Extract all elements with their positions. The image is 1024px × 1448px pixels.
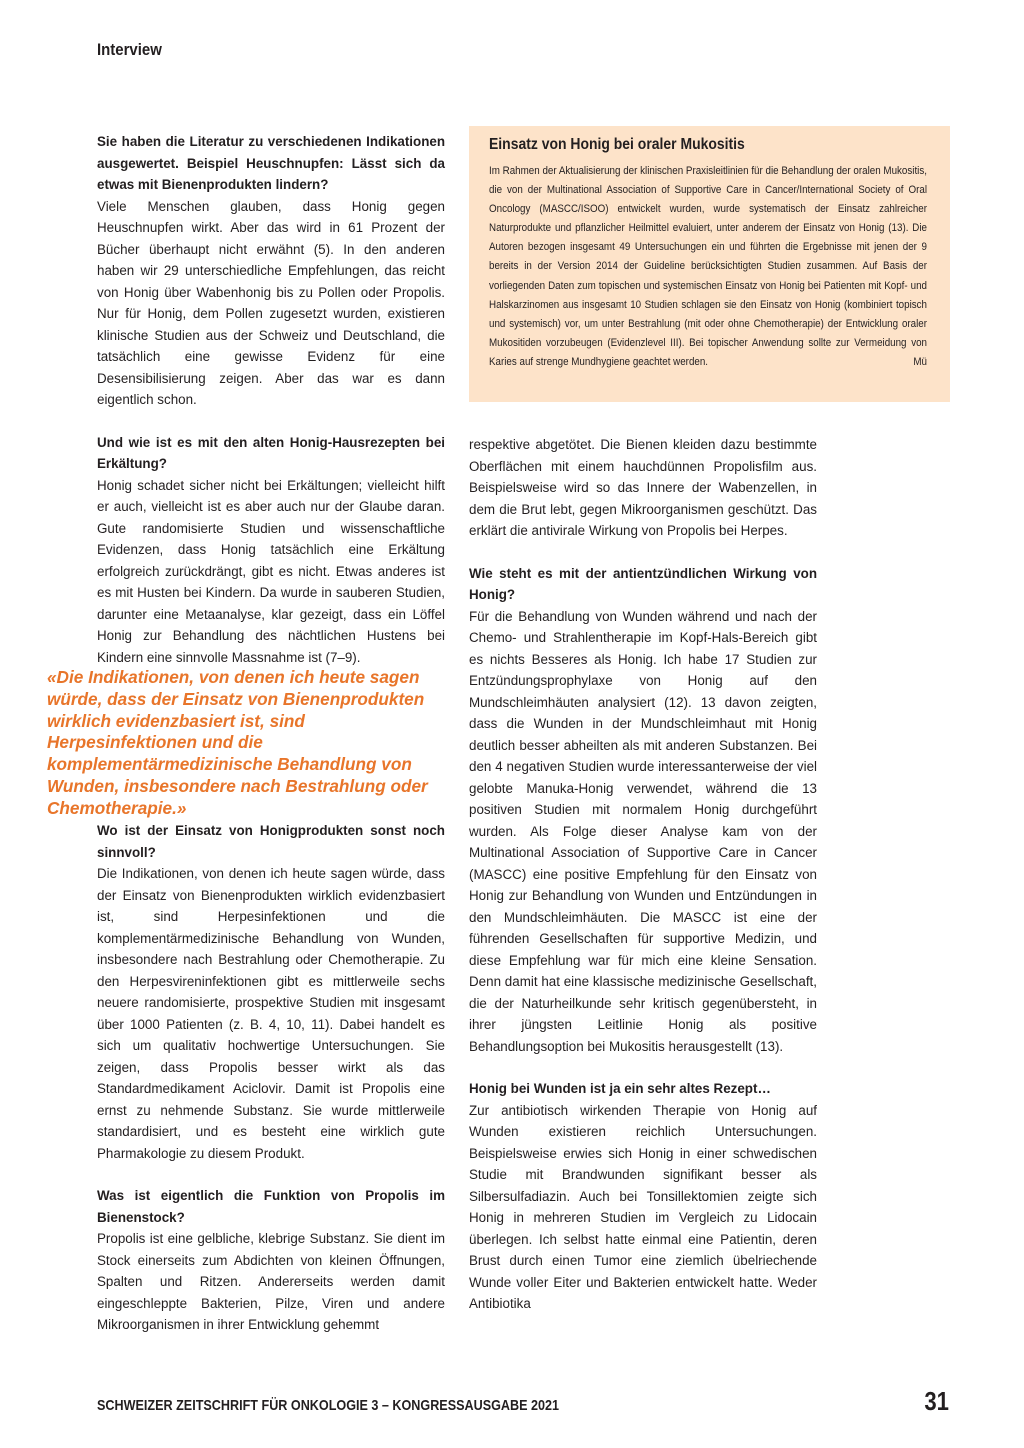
pull-quote: «Die Indikationen, von denen ich heute sagen würde, dass der Einsatz von Bienenprodukten wirklich evidenzbasiert ist, sind Herpesinfektionen und die komplementärmedizinische Behandlung von Wunden, insbesondere nach Bestrahlung oder Chemotherapie.» — [47, 667, 428, 818]
answer-paragraph: respektive abgetötet. Die Bienen kleiden dazu bestimmte Oberflächen mit einem hauchdünnen Propolisfilm aus. Beispielsweise wird so das Innere der Wabenzellen, in dem die Brut lebt, gegen Mikroorganismen geschützt. Das erklärt die antivirale Wirkung von Propolis bei Herpes. — [469, 437, 817, 538]
answer-paragraph: Für die Behandlung von Wunden während und nach der Chemo- und Strahlentherapie im Kopf-Hals-Bereich gibt es nichts Besseres als Honig. Ich habe 17 Studien zur Entzündungsprophylaxe von Honig auf den Mundschleimhäuten analysiert (12). 13 davon zeigten, dass die Wunden in der Mundschleimhaut mit Honig deutlich besser abheilten als mit anderen Substanzen. Bei den 4 negativen Studien wurde interessanterweise der viel gelobte Manuka-Honig verwendet, während die 13 positiven Studien mit normalem Honig durchgeführt wurden. Als Folge dieser Analyse kam von der Multinational Association of Supportive Care in Cancer (MASCC) eine positive Empfehlung für den Einsatz von Honig zur Behandlung von Wunden und Entzündungen in den Mundschleimhäuten. Die MASCC ist eine der führenden Gesellschaften für supportive Medizin, und diese Empfehlung war für mich eine kleine Sensation. Denn damit hat eine klassische medizinische Gesellschaft, die der Naturheilkunde sehr kritisch gegenübersteht, in ihrer jüngsten Leitlinie Honig als positive Behandlungsoption bei Mukositis herausgestellt (13). — [469, 608, 817, 1054]
info-box-text: Im Rahmen der Aktualisierung der klinischen Praxisleitlinien für die Behandlung der oralen Mukositis, die von der Multinational Association of Supportive Care in Cancer/International Society of Oral Oncology (MASCC/ISOO) entwickelt wurden, wurde systematisch der Einsatz zahlreicher Naturprodukte und pflanzlicher Heilmittel evaluiert, unter anderem der Einsatz von Honig (13). Die Autoren bezogen insgesamt 49 Untersuchungen ein und führten die Ergebnisse mit jenen der 9 bereits in der Version 2014 der Guideline berücksichtigten Studien zusammen. Auf Basis der vorliegenden Daten zum topischen und systemischen Einsatz von Honig bei Patienten mit Kopf- und Halskarzinomen aus insgesamt 10 Studien schlagen sie den Einsatz von Honig (kombiniert topisch und systemisch) vor, um unter Bestrahlung (mit oder ohne Chemotherapie) der Entwicklung oraler Mukositiden vorzubeugen (Evidenzlevel III). Bei topischer Anwendung sollte zur Vermeidung von Karies auf strenge Mundhygiene geachtet werden. — [489, 165, 927, 368]
info-box-author: Mü — [913, 355, 927, 368]
answer-paragraph: Honig schadet sicher nicht bei Erkältungen; vielleicht hilft er auch, vielleicht ist es aber auch nur der Glaube daran. Gute randomisierte Studien und wissenschaftliche Evidenzen, dass Honig tatsächlich eine Erkältung erfolgreich zurückdrängt, gibt es nicht. Etwas anderes ist es mit Husten bei Kindern. Da wurde in sauberen Studien, darunter eine Metaanalyse, klar gezeigt, dass ein Löffel Honig zur Behandlung des nächtlichen Hustens bei Kindern eine sinnvolle Massnahme ist (7–9). — [97, 477, 445, 665]
question-heading: Honig bei Wunden ist ja ein sehr altes Rezept… — [469, 1081, 771, 1096]
question-heading: Wo ist der Einsatz von Honigprodukten sonst noch sinnvoll? — [97, 823, 445, 860]
answer-paragraph: Die Indikationen, von denen ich heute sagen würde, dass der Einsatz von Bienenprodukten wirklich evidenzbasiert ist, sind Herpesinfektionen und die komplementärmedizinische Behandlung von Wunden, insbesondere nach Bestrahlung oder Chemotherapie. Zu den Herpesvireninfektionen gibt es mittlerweile sechs neuere randomisierte, prospektive Studien mit insgesamt über 1000 Patienten (z. B. 4, 10, 11). Dabei handelt es sich um qualitativ hochwertige Untersuchungen. Sie zeigen, dass Propolis besser wirkt als das Standardmedikament Aciclovir. Damit ist Propolis eine ernst zu nehmende Substanz. Sie wurde mittlerweile standardisiert, und es besteht eine wirklich gute Pharmakologie zu diesem Produkt. — [97, 866, 445, 1161]
answer-paragraph: Zur antibiotisch wirkenden Therapie von Honig auf Wunden existieren reichlich Untersuchungen. Beispielsweise erwies sich Honig in einer schwedischen Studie mit Brandwunden signifikant besser als Silbersulfadiazin. Auch bei Tonsillektomien zeigte sich Honig in mehreren Studien im Vergleich zu Lidocain überlegen. Ich selbst hatte einmal eine Patientin, deren Brust durch einen Tumor eine ziemlich übelriechende Wunde voller Eiter und Bakterien entwickelt hatte. Weder Antibiotika — [469, 1102, 817, 1311]
info-box-title: Einsatz von Honig bei oraler Mukositis — [489, 136, 745, 153]
page-number: 31 — [924, 1386, 949, 1416]
question-heading: Sie haben die Literatur zu verschiedenen Indikationen ausgewertet. Beispiel Heuschnupfen: Lässt sich da etwas mit Bienenprodukten lindern? — [97, 134, 445, 192]
info-box-body — [489, 162, 927, 372]
answer-paragraph: Propolis ist eine gelbliche, klebrige Substanz. Sie dient im Stock einerseits zum Abdichten von kleinen Öffnungen, Spalten und Ritzen. Andererseits werden damit eingeschleppte Bakterien, Pilze, Viren und andere Mikroorganismen in ihrer Entwicklung gehemmt — [97, 1231, 445, 1332]
left-column-top — [97, 131, 445, 668]
journal-footer: SCHWEIZER ZEITSCHRIFT FÜR ONKOLOGIE 3 – KONGRESSAUSGABE 2021 — [97, 1397, 560, 1414]
info-box — [469, 126, 950, 402]
question-heading: Was ist eigentlich die Funktion von Propolis im Bienenstock? — [97, 1188, 445, 1225]
left-column-bottom — [97, 820, 445, 1336]
question-heading: Wie steht es mit der antientzündlichen Wirkung von Honig? — [469, 565, 817, 602]
right-column — [469, 434, 817, 1315]
answer-paragraph: Viele Menschen glauben, dass Honig gegen Heuschnupfen wirkt. Aber das wird in 61 Prozent der Bücher überhaupt nicht erwähnt (5). In den anderen haben wir 29 unterschiedliche Empfehlungen, das reicht von Honig über Wabenhonig bis zu Pollen oder Propolis. Nur für Honig, dem Pollen zugesetzt wurden, existieren klinische Studien aus der Schweiz und Deutschland, die tatsächlich eine gewisse Evidenz für eine Desensibilisierung zeigen. Aber das war es dann eigentlich schon. — [97, 198, 445, 407]
question-heading: Und wie ist es mit den alten Honig-Hausrezepten bei Erkältung? — [97, 434, 445, 471]
section-label: Interview — [97, 40, 162, 59]
